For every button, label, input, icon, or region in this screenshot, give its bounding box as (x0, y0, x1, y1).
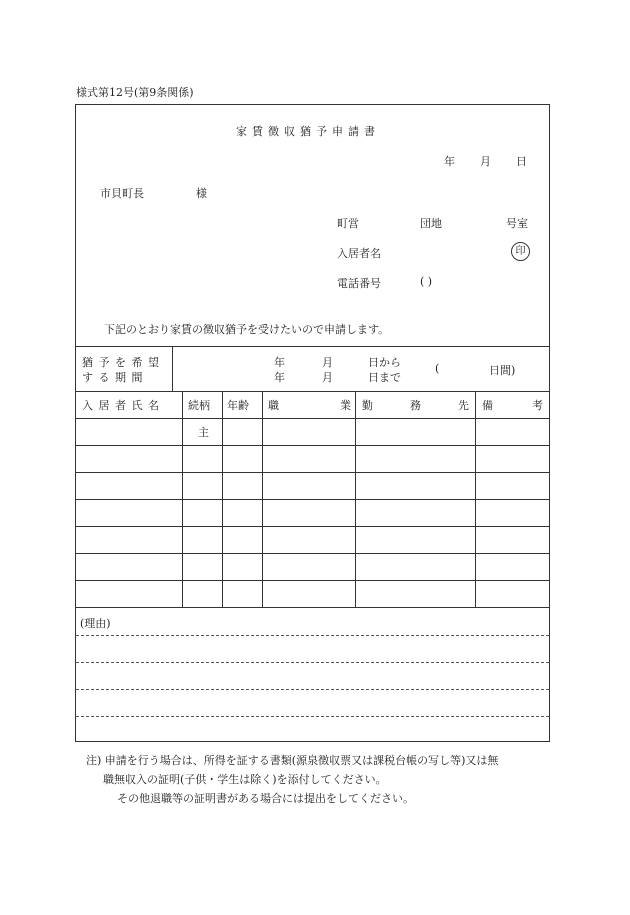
header-occupation-1: 職 (268, 399, 279, 412)
table-row (76, 607, 549, 608)
seal-icon: 印 (511, 242, 530, 261)
period-days-suffix: 日間) (489, 364, 516, 377)
note-line-3: その他退職等の証明書がある場合には提出をしてください。 (117, 792, 414, 805)
date-year-label: 年 (444, 155, 455, 168)
resident-name-label: 入居者名 (337, 247, 381, 260)
note-line-1: 注) 申請を行う場合は、所得を証する書類(源泉徴収票又は課税台帳の写し等)又は無 (86, 754, 499, 767)
header-relation: 続柄 (188, 399, 210, 412)
application-form (75, 104, 550, 742)
header-occupation-2: 業 (340, 399, 351, 412)
period-to-suffix: 日まで (368, 371, 401, 384)
period-label-line1: 猶 予 を 希 望 (82, 356, 160, 369)
housing-complex-label: 団地 (420, 217, 442, 230)
phone-label: 電話番号 (337, 277, 381, 290)
housing-room-label: 号室 (506, 217, 528, 230)
table-row (76, 445, 549, 446)
reason-line (76, 689, 549, 690)
header-workplace-2: 務 (410, 399, 421, 412)
seal-mark (511, 242, 530, 261)
form-number-label: 様式第12号(第9条関係) (76, 86, 194, 99)
period-days-open: ( (435, 362, 440, 375)
header-remarks-2: 考 (532, 399, 543, 412)
housing-prefix: 町営 (337, 217, 359, 230)
header-age: 年齢 (227, 399, 249, 412)
header-workplace-1: 勤 (362, 399, 373, 412)
reason-line (76, 716, 549, 717)
header-resident-name: 入 居 者 氏 名 (82, 399, 160, 412)
divider (172, 346, 173, 391)
relation-head-of-household: 主 (198, 426, 209, 439)
form-title: 家賃徴収猶予申請書 (236, 125, 380, 138)
application-statement: 下記のとおり家賃の徴収猶予を受けたいので申請します。 (104, 323, 390, 336)
period-to-month: 月 (322, 371, 333, 384)
addressee-honorific: 様 (196, 187, 207, 200)
note-line-2: 職無収入の証明(子供・学生は除く)を添付してください。 (103, 773, 387, 786)
header-workplace-3: 先 (458, 399, 469, 412)
header-remarks-1: 備 (482, 399, 493, 412)
divider (76, 346, 549, 347)
reason-label: (理由) (80, 617, 111, 630)
table-row (76, 472, 549, 473)
table-row (76, 526, 549, 527)
table-row (76, 580, 549, 581)
divider (76, 391, 549, 392)
period-from-year: 年 (274, 356, 285, 369)
period-to-year: 年 (274, 371, 285, 384)
table-row (76, 499, 549, 500)
period-from-month: 月 (322, 356, 333, 369)
phone-parentheses: ( ) (420, 275, 433, 288)
period-label-line2: す る 期 間 (82, 371, 144, 384)
date-month-label: 月 (480, 155, 491, 168)
reason-line (76, 635, 549, 636)
addressee-name: 市貝町長 (100, 187, 144, 200)
period-from-suffix: 日から (368, 356, 401, 369)
reason-line (76, 662, 549, 663)
date-day-label: 日 (516, 155, 527, 168)
table-row (76, 418, 549, 419)
table-row (76, 553, 549, 554)
